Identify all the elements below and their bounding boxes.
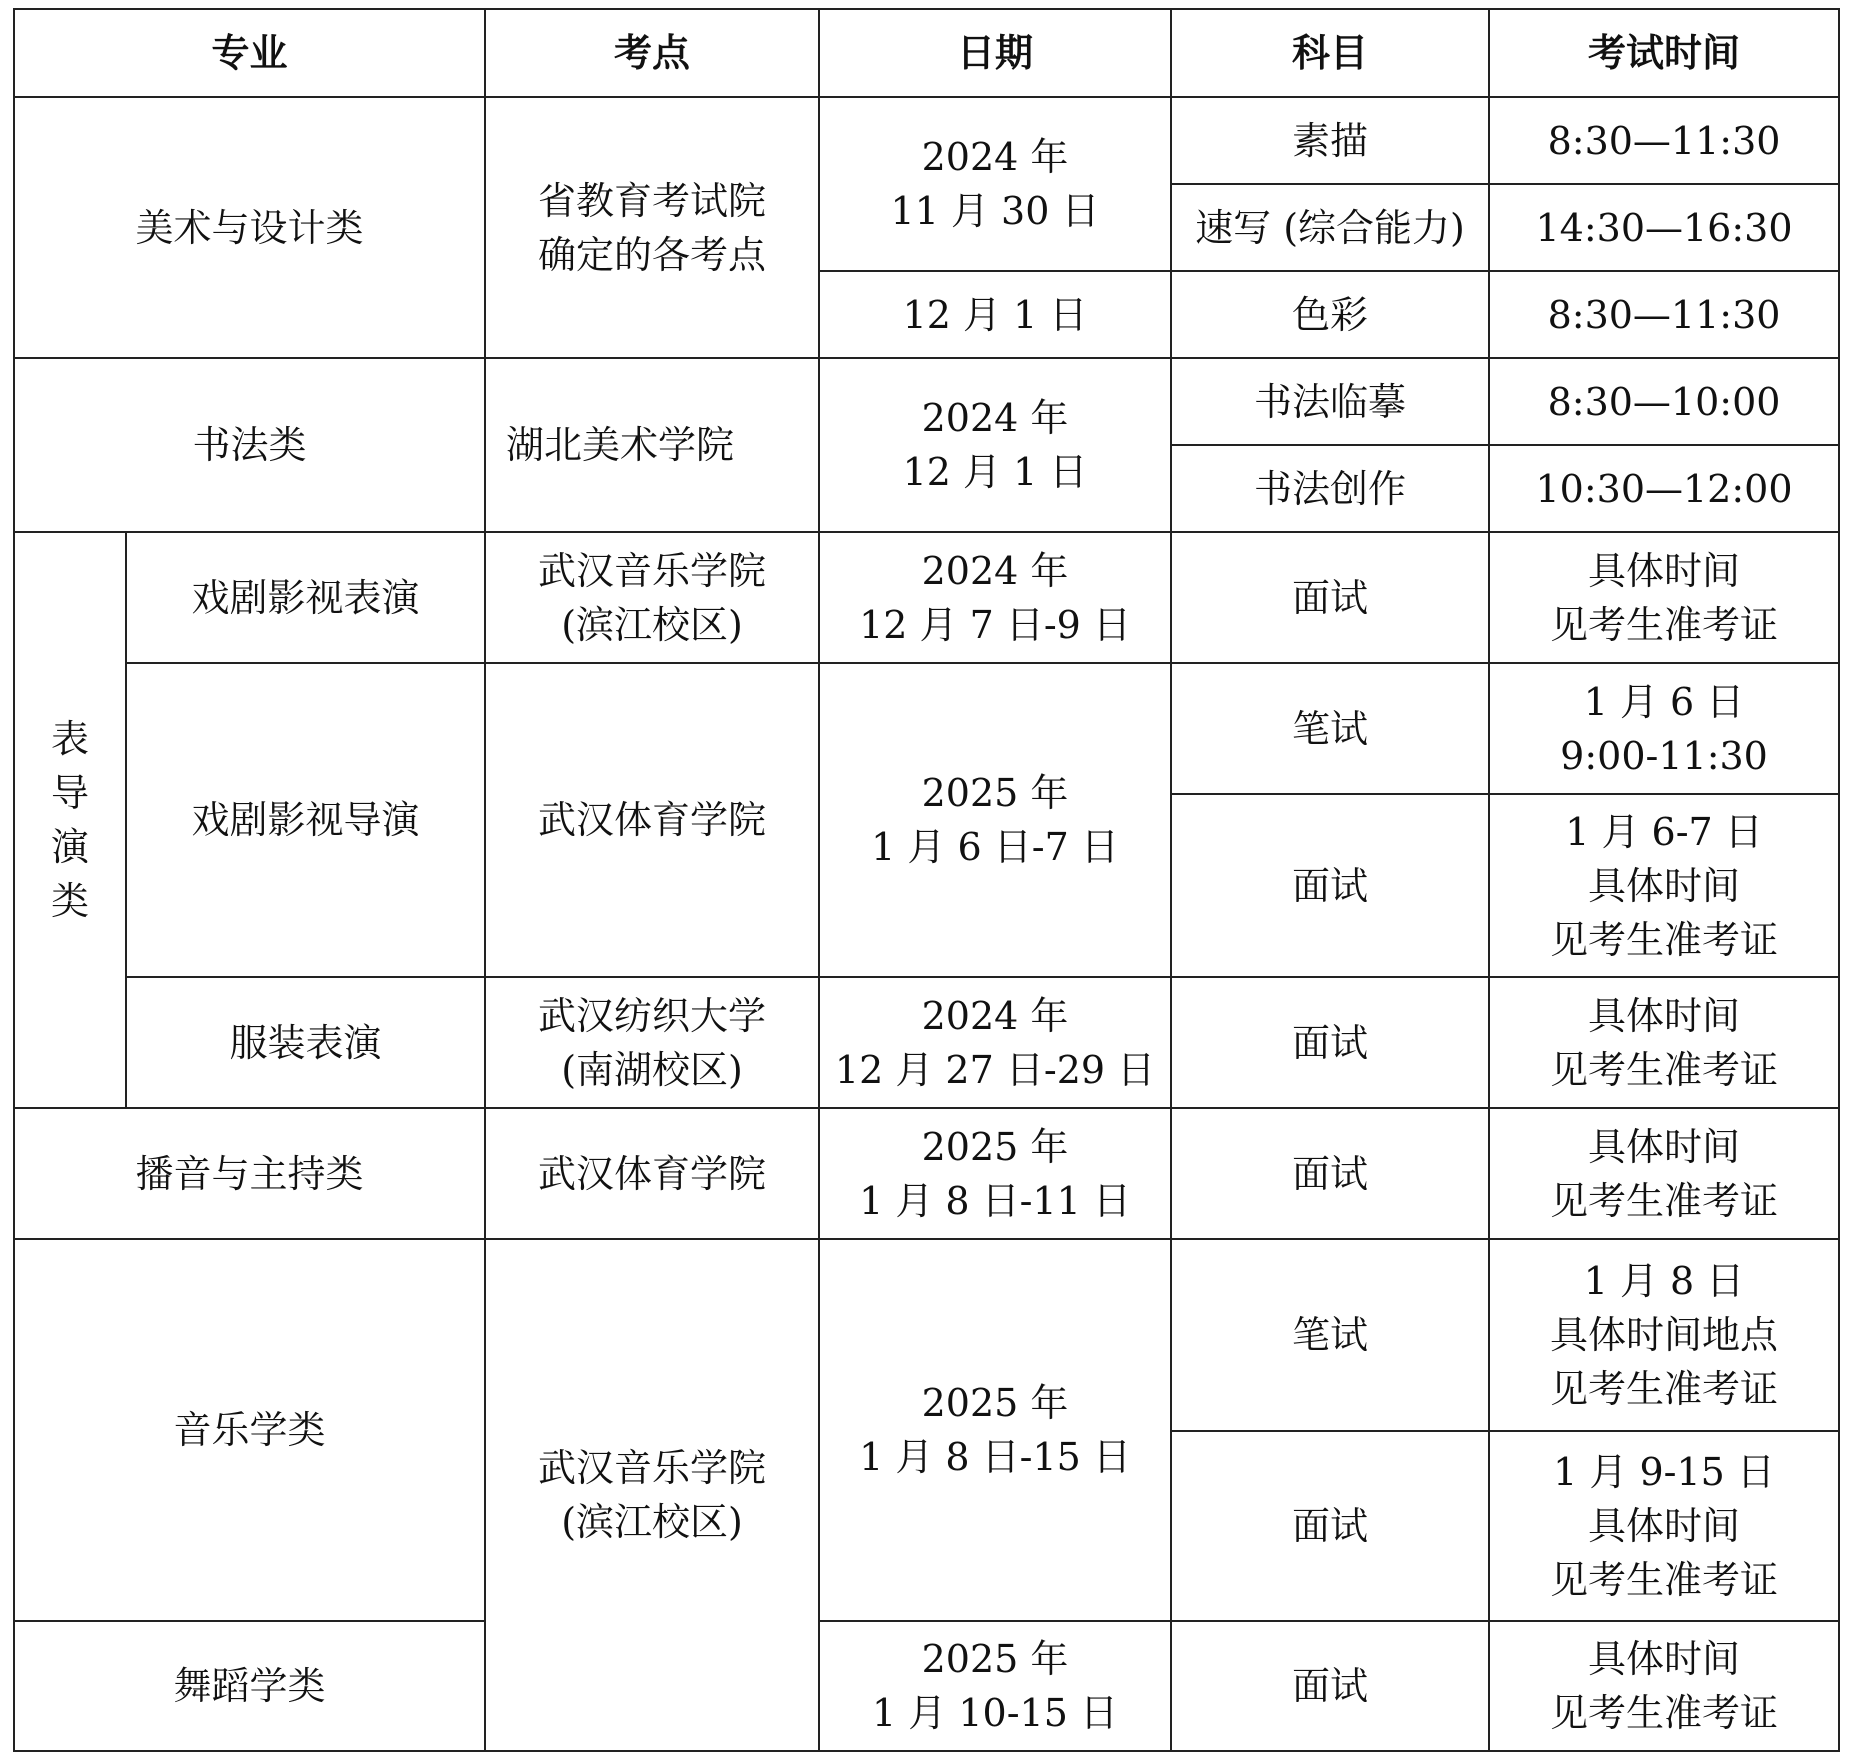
date-cell <box>819 358 1171 532</box>
date-line: 2024 年 <box>921 993 1069 1038</box>
subject-cell: 笔试 <box>1171 1239 1489 1431</box>
venue-cell <box>485 97 819 358</box>
major-cell: 书法类 <box>14 358 485 532</box>
venue-cell: 武汉体育学院 <box>485 663 819 977</box>
time-cell <box>1489 1239 1839 1431</box>
time-cell <box>1489 794 1839 977</box>
venue-cell <box>485 532 819 663</box>
subject-cell: 面试 <box>1171 532 1489 663</box>
major-cell: 服装表演 <box>126 977 485 1108</box>
table-row <box>14 97 1839 184</box>
group-char: 表 <box>50 717 89 761</box>
date-line: 1 月 6 日-7 日 <box>871 825 1119 869</box>
date-line: 2025 年 <box>921 771 1069 815</box>
subject-cell: 面试 <box>1171 1431 1489 1621</box>
venue-line: (南湖校区) <box>561 1047 743 1092</box>
date-line: 1 月 8 日-15 日 <box>859 1435 1131 1479</box>
date-line: 12 月 27 日-29 日 <box>834 1047 1156 1092</box>
time-line: 具体时间地点 <box>1550 1313 1779 1357</box>
major-cell: 音乐学类 <box>14 1239 485 1621</box>
venue-line: 武汉音乐学院 <box>538 1446 767 1490</box>
time-cell <box>1489 1621 1839 1751</box>
table-row <box>14 358 1839 445</box>
date-cell <box>819 97 1171 271</box>
venue-line: 确定的各考点 <box>538 232 767 277</box>
major-cell: 戏剧影视表演 <box>126 532 485 663</box>
subject-cell: 色彩 <box>1171 271 1489 358</box>
header-subject: 科目 <box>1171 9 1489 97</box>
date-line: 2024 年 <box>921 548 1069 593</box>
table-row <box>14 1621 1839 1751</box>
time-line: 见考生准考证 <box>1550 1558 1779 1602</box>
date-line: 2025 年 <box>921 1637 1069 1681</box>
time-line: 见考生准考证 <box>1550 602 1779 647</box>
time-cell <box>1489 532 1839 663</box>
time-line: 见考生准考证 <box>1550 1178 1779 1223</box>
table-row <box>14 532 1839 663</box>
date-cell <box>819 977 1171 1108</box>
date-cell <box>819 663 1171 977</box>
time-cell <box>1489 1108 1839 1239</box>
time-line: 1 月 9-15 日 <box>1553 1450 1775 1494</box>
date-line: 2024 年 <box>921 135 1069 179</box>
time-line: 具体时间 <box>1588 863 1741 908</box>
time-cell: 8:30—11:30 <box>1489 271 1839 358</box>
date-cell <box>819 532 1171 663</box>
time-cell: 10:30—12:00 <box>1489 445 1839 532</box>
table-row <box>14 1239 1839 1431</box>
table-row <box>14 977 1839 1108</box>
time-line: 1 月 6-7 日 <box>1565 809 1763 854</box>
time-line: 见考生准考证 <box>1550 1691 1779 1735</box>
header-date: 日期 <box>819 9 1171 97</box>
date-cell <box>819 1108 1171 1239</box>
header-major: 专业 <box>14 9 485 97</box>
date-cell <box>819 1239 1171 1621</box>
time-cell <box>1489 1431 1839 1621</box>
subject-cell: 面试 <box>1171 977 1489 1108</box>
time-cell: 8:30—11:30 <box>1489 97 1839 184</box>
venue-cell: 湖北美术学院 <box>485 358 819 532</box>
header-exam-time: 考试时间 <box>1489 9 1839 97</box>
subject-cell: 素描 <box>1171 97 1489 184</box>
time-cell <box>1489 663 1839 794</box>
venue-line: (滨江校区) <box>561 602 743 647</box>
time-line: 具体时间 <box>1588 1124 1741 1169</box>
major-cell: 美术与设计类 <box>14 97 485 358</box>
time-line: 具体时间 <box>1588 548 1741 593</box>
date-line: 1 月 10-15 日 <box>872 1691 1118 1735</box>
venue-cell: 武汉体育学院 <box>485 1108 819 1239</box>
group-char: 类 <box>50 879 89 923</box>
exam-schedule-table <box>13 8 1840 1752</box>
major-cell: 舞蹈学类 <box>14 1621 485 1751</box>
venue-line: 武汉音乐学院 <box>538 548 767 593</box>
subject-cell: 笔试 <box>1171 663 1489 794</box>
major-cell: 戏剧影视导演 <box>126 663 485 977</box>
group-char: 演 <box>50 825 89 869</box>
time-cell: 14:30—16:30 <box>1489 184 1839 271</box>
subject-cell: 面试 <box>1171 794 1489 977</box>
venue-cell <box>485 977 819 1108</box>
subject-cell: 面试 <box>1171 1108 1489 1239</box>
major-cell: 播音与主持类 <box>14 1108 485 1239</box>
time-cell: 8:30—10:00 <box>1489 358 1839 445</box>
header-venue: 考点 <box>485 9 819 97</box>
time-line: 见考生准考证 <box>1550 917 1779 962</box>
date-line: 2024 年 <box>921 396 1069 440</box>
time-line: 9:00-11:30 <box>1560 733 1768 778</box>
time-line: 1 月 6 日 <box>1583 679 1745 724</box>
date-line: 1 月 8 日-11 日 <box>859 1178 1131 1223</box>
time-line: 见考生准考证 <box>1550 1367 1779 1411</box>
time-line: 具体时间 <box>1588 1637 1741 1681</box>
venue-cell <box>485 1239 819 1751</box>
subject-cell: 书法创作 <box>1171 445 1489 532</box>
subject-cell: 面试 <box>1171 1621 1489 1751</box>
date-cell: 12 月 1 日 <box>819 271 1171 358</box>
venue-line: 武汉纺织大学 <box>538 993 767 1038</box>
time-line: 具体时间 <box>1588 1504 1741 1548</box>
time-line: 具体时间 <box>1588 993 1741 1038</box>
table-row <box>14 1108 1839 1239</box>
table-row <box>14 663 1839 794</box>
subject-cell: 速写 (综合能力) <box>1171 184 1489 271</box>
date-cell <box>819 1621 1171 1751</box>
date-line: 2025 年 <box>921 1381 1069 1425</box>
group-cell <box>14 532 126 1108</box>
venue-line: (滨江校区) <box>561 1500 743 1544</box>
subject-cell: 书法临摹 <box>1171 358 1489 445</box>
time-line: 1 月 8 日 <box>1583 1259 1745 1303</box>
time-line: 见考生准考证 <box>1550 1047 1779 1092</box>
date-line: 12 月 7 日-9 日 <box>859 602 1131 647</box>
venue-line: 省教育考试院 <box>538 178 767 223</box>
time-cell <box>1489 977 1839 1108</box>
date-line: 12 月 1 日 <box>902 450 1088 494</box>
group-char: 导 <box>50 771 89 815</box>
date-line: 2025 年 <box>921 1124 1069 1169</box>
date-line: 11 月 30 日 <box>890 189 1100 233</box>
header-row <box>14 9 1839 97</box>
